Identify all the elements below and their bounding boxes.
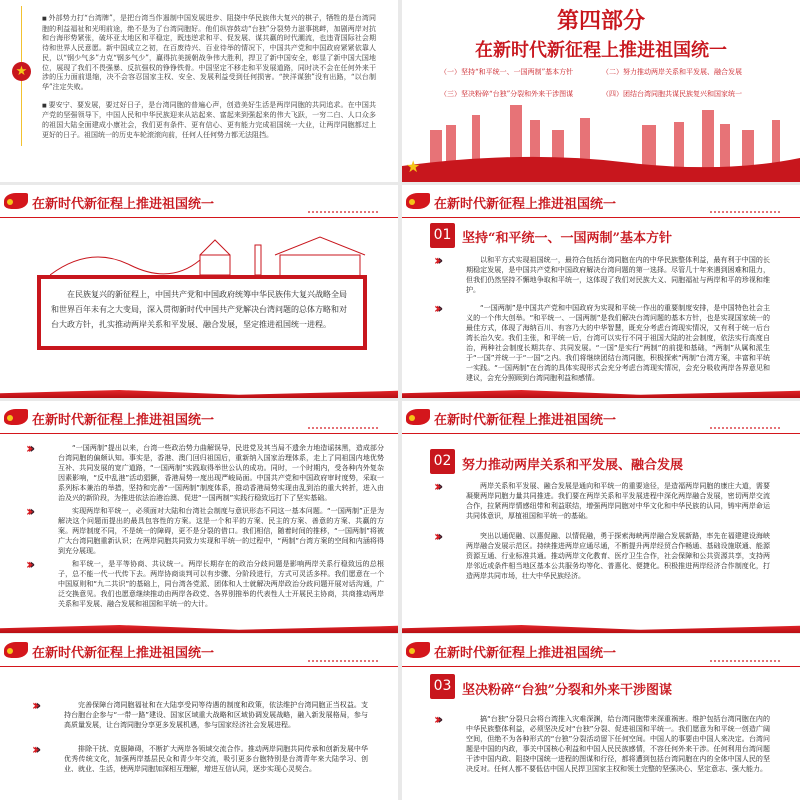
bullet-list <box>42 14 376 140</box>
paragraph: 完善保障台湾同胞福祉和在大陆享受同等待遇的制度和政策，依法维护台湾同胞正当权益。支持台胞台企参与“一带一路”建设、国家区域重大战略和区域协调发展战略，融入新发展格局，参与高质量发展，让台湾同胞分享更多发展机遇，参与国家经济社会发展进程。 <box>64 701 368 729</box>
chevron-icon: ››› <box>32 742 38 758</box>
flag-icon <box>406 193 430 209</box>
section-number: 01 <box>430 223 455 248</box>
paragraph-list <box>434 255 770 383</box>
flag-icon <box>4 193 28 209</box>
divider <box>402 217 800 218</box>
red-ribbon <box>402 625 800 633</box>
slide-thumb-5[interactable] <box>0 401 398 633</box>
chevron-icon: ››› <box>26 504 32 520</box>
slide-header <box>402 407 800 435</box>
great-wall-decoration <box>710 648 780 662</box>
chevron-icon: ››› <box>434 479 440 495</box>
header-title: 在新时代新征程上推进祖国统一 <box>434 646 617 661</box>
paragraph: “一国两制”是中国共产党和中国政府为实现和平统一作出的重要制度安排，是中国特色社会主义的一个伟大创举。“和平统一、一国两制”是我们解决台湾问题的基本方针，也是实现国家统一的最佳方式，体现了海纳百川、有容乃大的中华智慧，既充分考虑台湾现实情况，又有利于统一后台湾长治久安。我们主张，和平统一后，台湾可以实行不同于祖国大陆的社会制度，依法实行高度自治，两种社会制度长期共存、共同发展。“一国”是实行“两制”的前提和基础，“两制”从属和派生于“一国”并统一于“一国”之内。我们将继续团结台湾同胞，积极探索“两制”台湾方案，丰富和平统一实践。“一国两制”在台湾的具体实现形式会充分考虑台湾现实情况，会充分吸收两岸各界意见和建议，会充分照顾到台湾同胞利益和感情。 <box>466 304 770 382</box>
intro-text: 在民族复兴的新征程上，中国共产党和中国政府统筹中华民族伟大复兴战略全局和世界百年未有之大变局，深入贯彻新时代中国共产党解决台湾问题的总体方略和对台大政方针，扎实推动两岸关系和平发展、融合发展，坚定推进祖国统一进程。 <box>51 290 347 329</box>
star-badge-icon: ★ <box>12 62 31 81</box>
slide-thumb-4[interactable] <box>402 185 800 398</box>
slide-thumb-2-section-cover[interactable] <box>402 0 800 182</box>
paragraph: “一国两制”提出以来，台湾一些政治势力曲解误导，民进党及其当局不遗余力地造谣抹黑，造成部分台湾同胞的偏颇认知。事实是，香港、澳门回归祖国后，重新纳入国家治理体系，走上了同祖国内地优势互补、共同发展的宽广道路，“一国两制”实践取得举世公认的成功。同时，一个时期内，受各种内外复杂因素影响，“反中乱港”活动猖獗，香港局势一度出现严峻局面。中国共产党和中国政府审时度势，采取一系列标本兼治的举措，坚持和完善“一国两制”制度体系，推动香港局势实现由乱到治的重大转折，进入由治及兴的新阶段，为推进依法治港治澳、促进“一国两制”实践行稳致远打下了坚实基础。 <box>58 444 384 502</box>
slide-header <box>402 640 800 668</box>
city-skyline-graphic <box>402 100 800 182</box>
red-ribbon <box>402 390 800 398</box>
paragraph-row <box>32 744 368 774</box>
section-title: 坚决粉碎“台独”分裂和外来干涉图谋 <box>462 683 672 698</box>
paragraph: 以和平方式实现祖国统一，最符合包括台湾同胞在内的中华民族整体利益，最有利于中国的长期稳定发展，是中国共产党和中国政府解决台湾问题的第一选择。尽管几十年来遇到困难和阻力，但我们仍然坚持不懈地争取和平统一，这体现了我们对民族大义、同胞福祉与两岸和平的珍视和维护。 <box>466 256 770 294</box>
toc-item[interactable]: （三）坚决粉碎“台独”分裂和外来干涉图谋 <box>440 90 574 98</box>
great-wall-decoration <box>710 199 780 213</box>
part-label: 第四部分 <box>556 9 645 34</box>
header-title: 在新时代新征程上推进祖国统一 <box>32 413 215 428</box>
flag-icon <box>406 409 430 425</box>
divider <box>0 217 398 218</box>
header-title: 在新时代新征程上推进祖国统一 <box>434 197 617 212</box>
paragraph-row <box>26 443 384 503</box>
paragraph: 和平统一，是平等协商、共议统一。两岸长期存在的政治分歧问题是影响两岸关系行稳致远的总根子，总不能一代一代传下去。两岸协商谈判可以有步骤、分阶段进行，方式可灵活多样。我们愿意在一个中国原则和“九二共识”的基础上，同台湾各党派、团体和人士就解决两岸政治分歧问题开展对话沟通，广泛交换意见。我们也愿意继续推动由两岸各政党、各界别推举的代表性人士开展民主协商，共商推动两岸关系和平发展、融合发展和祖国和平统一的大计。 <box>58 560 384 608</box>
section-number: 02 <box>430 449 455 474</box>
section-number: 03 <box>430 674 455 699</box>
quote-frame <box>37 275 367 350</box>
bullet-paragraph: ■ 外部势力打“台湾牌”，是把台湾当作遏制中国发展进步、阻挠中华民族伟大复兴的棋子，牺牲的是台湾同胞的利益福祉和光明前途，绝不是为了台湾同胞好。他们纵容鼓动“台独”分裂势力滋事挑衅，加剧两岸对抗和台海形势紧张，破坏亚太地区和平稳定，既违逆求和平、促发展、谋共赢的时代潮流，也违背国际社会期待和世界人民意愿。新中国成立之初，在百废待兴、百业待举的情况下，中国共产党和中国政府紧紧依靠人民，以“钢少气多”力克“钢多气少”，赢得抗美援朝战争伟大胜利，捍卫了新中国安全，彰显了新中国大国地位，展现了我们不畏强暴、反抗强权的铮铮铁骨。中国坚定不移走和平发展道路，同时决不会在任何外来干涉的压力面前退缩，决不会容忍国家主权、安全、发展利益受到任何损害。“挟洋谋独”没有出路，“以台制华”注定失败。 <box>42 14 376 93</box>
landmarks-line-art <box>50 235 370 277</box>
divider <box>402 433 800 434</box>
great-wall-decoration <box>710 415 780 429</box>
flag-icon <box>4 642 28 658</box>
paragraph-row <box>434 531 770 581</box>
slide-thumb-1[interactable] <box>0 0 398 182</box>
chevron-icon: ››› <box>434 529 440 545</box>
chevron-icon: ››› <box>434 712 440 728</box>
toc-item[interactable]: （四）团结台湾同胞共谋民族复兴和国家统一 <box>602 90 742 98</box>
paragraph-list <box>434 714 770 774</box>
chevron-icon: ››› <box>434 253 440 269</box>
header-title: 在新时代新征程上推进祖国统一 <box>32 646 215 661</box>
slide-header <box>402 191 800 219</box>
paragraph: 排除干扰、克服障碍，不断扩大两岸各领域交流合作。推动两岸同胞共同传承和创新发展中华优秀传统文化，加强两岸基层民众和青少年交流，吸引更多台胞特别是台湾青年来大陆学习、创业、就业、生活，使两岸同胞加深相互理解，增进互信认同，逐步实现心灵契合。 <box>64 745 368 773</box>
divider <box>402 666 800 667</box>
toc-item[interactable]: （一）坚持“和平统一、一国两制”基本方针 <box>440 68 574 76</box>
chevron-icon: ››› <box>434 301 440 317</box>
paragraph-row <box>434 303 770 383</box>
section-title: 坚持“和平统一、一国两制”基本方针 <box>462 231 672 246</box>
divider <box>0 433 398 434</box>
slide-thumb-3[interactable] <box>0 185 398 398</box>
slide-thumb-7[interactable] <box>0 634 398 800</box>
svg-text:★: ★ <box>406 157 421 176</box>
header-title: 在新时代新征程上推进祖国统一 <box>434 413 617 428</box>
great-wall-decoration <box>308 648 378 662</box>
paragraph-row <box>32 700 368 730</box>
great-wall-decoration <box>308 199 378 213</box>
chevron-icon: ››› <box>26 441 32 457</box>
header-title: 在新时代新征程上推进祖国统一 <box>32 197 215 212</box>
paragraph-list <box>434 481 770 581</box>
paragraph: 搞“台独”分裂只会将台湾推入灾难深渊，给台湾同胞带来深重祸害。维护包括台湾同胞在内的中华民族整体利益，必须坚决反对“台独”分裂、促进祖国和平统一。我们愿意为和平统一创造广阔空间，但绝不为各种形式的“台独”分裂活动留下任何空间。中国人的事要由中国人来决定。台湾问题是中国的内政，事关中国核心利益和中国人民民族感情，不容任何外来干涉。任何利用台湾问题干涉中国内政、阻挠中国统一进程的图谋和行径，都将遭到包括台湾同胞在内的全体中国人民的坚决反对。任何人都不要低估中国人民捍卫国家主权和领土完整的坚强决心、坚定意志、强大能力。 <box>466 715 770 773</box>
flag-icon <box>4 409 28 425</box>
divider <box>0 666 398 667</box>
section-title: 在新时代新征程上推进祖国统一 <box>475 40 727 61</box>
chevron-icon: ››› <box>26 557 32 573</box>
red-ribbon <box>0 390 398 398</box>
slide-header <box>0 640 398 668</box>
red-ribbon <box>0 625 398 633</box>
paragraph-row <box>26 559 384 609</box>
paragraph-row <box>434 714 770 774</box>
paragraph-row <box>434 255 770 295</box>
bullet-paragraph: ■ 要安宁、要发展，要过好日子，是台湾同胞的普遍心声，创造美好生活是两岸同胞的共同追求。在中国共产党的坚强领导下，中国人民和中华民族迎来从站起来、富起来到强起来的伟大飞跃，一穷二白、人口众多的祖国大陆全面建成小康社会，我们更有条件、更有信心、更有能力完成祖国统一大业，让两岸同胞都过上更好的日子。祖国统一的历史车轮滚滚向前，任何人任何势力都无法阻挡。 <box>42 101 376 141</box>
paragraph: 两岸关系和平发展、融合发展是通向和平统一的重要途径，是造福两岸同胞的康庄大道，需要凝聚两岸同胞力量共同推进。我们要在两岸关系和平发展进程中深化两岸融合发展，密切两岸交流合作，拉紧两岸情感纽带和利益联结，增强两岸同胞对中华文化和中华民族的认同，铸牢两岸命运共同体意识，厚植祖国和平统一的基础。 <box>466 482 770 520</box>
toc-item[interactable]: （二）努力推动两岸关系和平发展、融合发展 <box>602 68 742 76</box>
section-title: 努力推动两岸关系和平发展、融合发展 <box>462 458 684 473</box>
paragraph: 突出以通促融、以惠促融、以情促融，勇于探索海峡两岸融合发展新路，率先在福建建设海峡两岸融合发展示范区。持续推进两岸应通尽通，不断提升两岸经贸合作畅通、基础设施联通、能源资源互通、行业标准共通。推动两岸文化教育、医疗卫生合作，社会保障和公共资源共享，支持两岸邻近或条件相当地区基本公共服务均等化、普惠化、便捷化。积极推进两岸经济合作制度化，打造两岸共同市场，壮大中华民族经济。 <box>466 532 770 580</box>
paragraph-row <box>26 506 384 556</box>
great-wall-decoration <box>308 415 378 429</box>
paragraph-list <box>26 443 384 609</box>
paragraph: 实现两岸和平统一，必须面对大陆和台湾社会制度与意识形态不同这一基本问题。“一国两制”正是为解决这个问题而提出的最具包容性的方案。这是一个和平的方案、民主的方案、善意的方案、共赢的方案。两岸制度不同，不是统一的障碍，更不是分裂的借口。我们相信，随着时间的推移，“一国两制”将被广大台湾同胞重新认识；在两岸同胞共同致力实现和平统一的过程中，“两制”台湾方案的空间和内涵将得到充分展现。 <box>58 507 384 555</box>
paragraph-row <box>434 481 770 521</box>
slide-thumb-6[interactable] <box>402 401 800 633</box>
paragraph-list <box>32 700 368 774</box>
flag-icon <box>406 642 430 658</box>
slide-thumb-8[interactable] <box>402 634 800 800</box>
slide-header <box>0 191 398 219</box>
slide-header <box>0 407 398 435</box>
chevron-icon: ››› <box>32 698 38 714</box>
